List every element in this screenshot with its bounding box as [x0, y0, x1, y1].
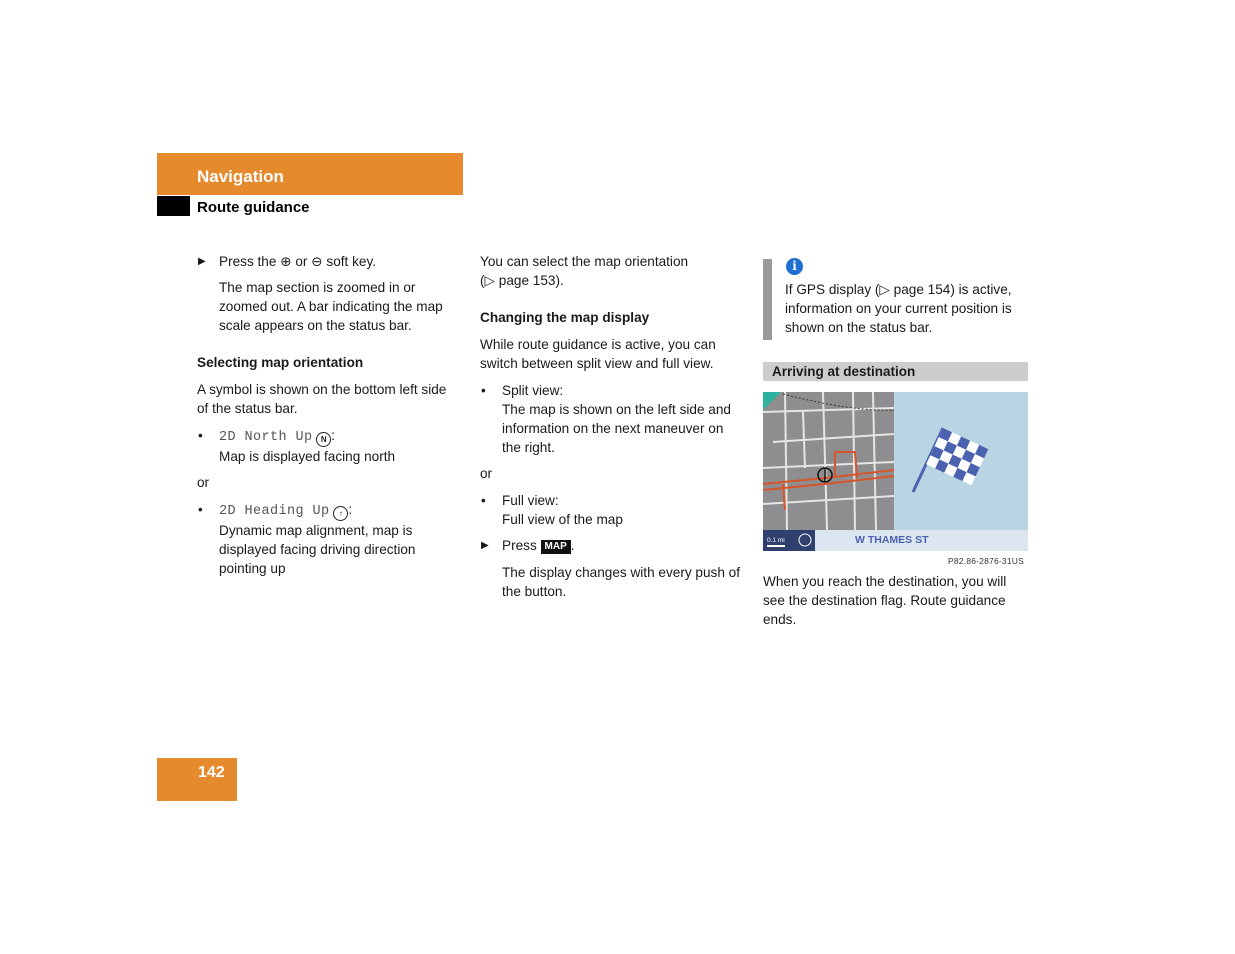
heading-up-compass-icon: ↑ [333, 506, 348, 521]
arrival-text: When you reach the destination, you will see the destination flag. Route guidance ends. [763, 574, 1007, 627]
column-2: You can select the map orientation (▷ page 153). Changing the map display While route guidance is active, you can switch between split view and full view. • Split view: The map is shown on the left side and information on the next maneuver on the right. or • Full view: Full view of the map ▶ Press MAP . The display changes with every push of the button. [480, 252, 750, 601]
map-scale-text: 0.1 mi [767, 537, 785, 544]
press-map-step: ▶ Press MAP . [481, 538, 575, 553]
change-display-heading: Changing the map display [480, 310, 650, 325]
info-text: If GPS display (▷ page 154) is active, information on your current position is shown on the status bar. [785, 282, 1012, 335]
arrival-heading: Arriving at destination [763, 362, 1028, 381]
orientation-intro: A symbol is shown on the bottom left side of the status bar. [197, 382, 447, 416]
list-item: • 2D Heading Up ↑ : Dynamic map alignment, map is displayed facing driving direction pointing up [198, 502, 416, 576]
north-up-compass-icon: N [316, 432, 331, 447]
display-changes: The display changes with every push of the button. [502, 565, 741, 599]
map-key: MAP [541, 540, 571, 554]
info-sidebar [763, 259, 772, 340]
street-name: W THAMES ST [855, 534, 929, 546]
step-arrow-icon: ▶ [198, 256, 206, 267]
page-number: 142 [157, 758, 237, 801]
list-item: • Full view: Full view of the map [481, 493, 623, 527]
section-title: Route guidance [197, 199, 310, 216]
figure-reference: P82.86-2876-31US [948, 556, 1024, 566]
zoom-in-icon: ⊕ [280, 254, 292, 269]
zoom-out-icon: ⊖ [311, 254, 323, 269]
orientation-heading: Selecting map orientation [197, 355, 364, 370]
select-orientation: You can select the map orientation (▷ page 153). [480, 254, 689, 288]
change-intro: While route guidance is active, you can switch between split view and full view. [480, 337, 716, 371]
north-up-label: 2D North Up [219, 430, 313, 445]
section-marker [157, 196, 190, 216]
zoom-result: The map section is zoomed in or zoomed out. A bar indicating the map scale appears on the status bar. [219, 280, 443, 333]
destination-map-screen [763, 392, 1028, 551]
step-arrow-icon: ▶ [481, 540, 489, 551]
info-icon: i [786, 258, 803, 275]
list-item: • Split view: The map is shown on the left side and information on the next maneuver on the right. [481, 383, 731, 455]
heading-up-label: 2D Heading Up [219, 504, 330, 519]
zoom-step: Press the ⊕ or ⊖ soft key. [219, 254, 377, 269]
list-item: • 2D North Up N : Map is displayed facing north [198, 428, 396, 464]
chapter-title: Navigation [197, 167, 284, 186]
column-1: ▶ Press the ⊕ or ⊖ soft key. The map section is zoomed in or zoomed out. A bar indicating the map scale appears on the status bar. Selecting map orientation A symbol is shown on the bottom left side of the status bar. • 2D North Up N : Map is displayed facing north or • 2D Heading Up ↑ : Dynamic map alignment, map is displayed facing driving direction pointing up [197, 252, 462, 578]
